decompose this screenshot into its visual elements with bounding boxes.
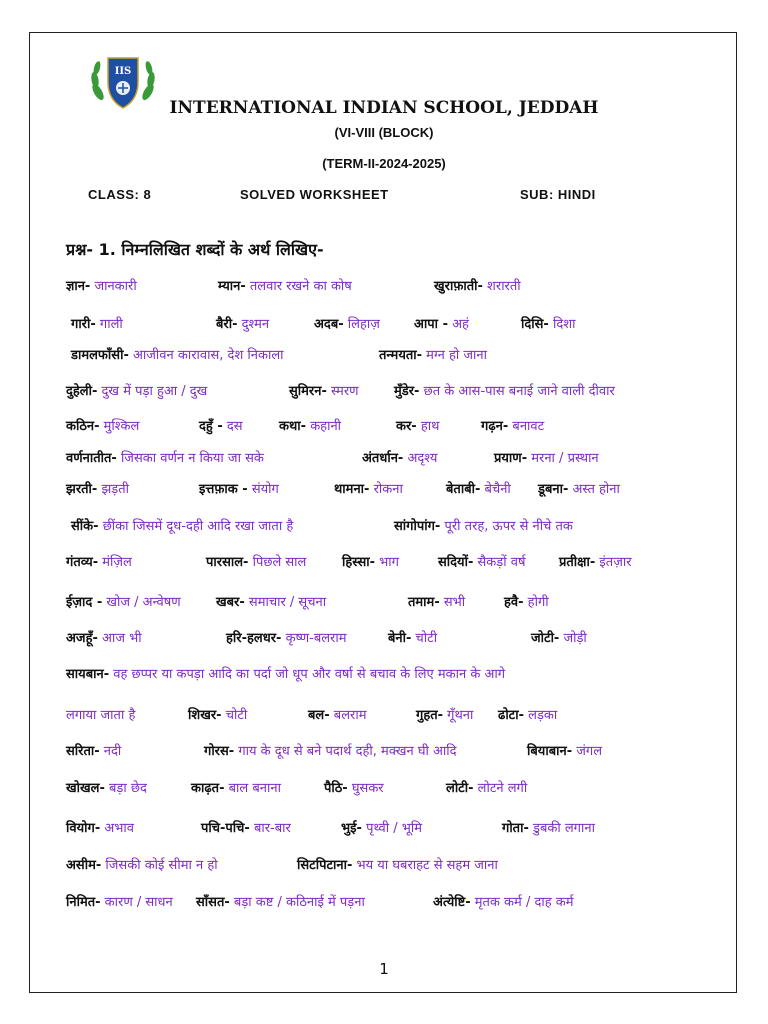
word-row <box>66 592 728 616</box>
word-entry <box>191 778 281 796</box>
word-entry <box>206 552 306 570</box>
word-term: मुँडेर- <box>394 384 420 399</box>
word-entry <box>289 381 359 399</box>
word-meaning: पूरी तरह, ऊपर से नीचे तक <box>444 519 573 534</box>
word-term: अदब- <box>314 317 344 332</box>
word-meaning: बनावट <box>512 419 545 434</box>
word-entry <box>71 516 293 534</box>
word-meaning: नदी <box>103 744 122 759</box>
word-meaning: मरना / प्रस्थान <box>531 451 599 466</box>
word-term: काढ़त- <box>191 781 225 796</box>
word-meaning: मुश्किल <box>103 419 140 434</box>
word-meaning: अभाव <box>104 821 135 836</box>
word-entry <box>188 705 247 723</box>
word-row <box>66 892 728 916</box>
word-row <box>66 778 728 802</box>
worksheet-label: SOLVED WORKSHEET <box>240 187 389 202</box>
word-meaning: आज भी <box>102 631 142 646</box>
word-entry <box>408 592 465 610</box>
term-label: (TERM-II-2024-2025) <box>322 156 446 171</box>
word-meaning: चोटी <box>225 708 248 723</box>
word-entry <box>66 892 173 910</box>
word-entry <box>416 705 473 723</box>
word-entry <box>334 479 403 497</box>
word-term: असीम- <box>66 858 102 873</box>
word-meaning: जोड़ी <box>563 631 587 646</box>
word-term: झरती- <box>66 482 98 497</box>
word-row <box>66 705 728 729</box>
word-entry <box>66 855 218 873</box>
word-meaning: बार-बार <box>253 821 291 836</box>
word-entry <box>66 276 137 294</box>
word-meaning: सैकड़ों वर्ष <box>477 555 526 570</box>
word-entry <box>504 592 549 610</box>
word-entry <box>66 818 134 836</box>
word-meaning: घुसकर <box>351 781 384 796</box>
word-term: खबर- <box>216 595 245 610</box>
word-entry <box>66 552 132 570</box>
word-term: तमाम- <box>408 595 440 610</box>
word-entry <box>297 855 498 873</box>
word-term: वियोग- <box>66 821 101 836</box>
word-term: हिस्सा- <box>342 555 376 570</box>
word-entry <box>66 381 207 399</box>
word-entry <box>216 314 269 332</box>
word-term: म्यान- <box>218 279 246 294</box>
word-meaning: गाली <box>99 317 123 332</box>
word-term: ज्ञान- <box>66 279 91 294</box>
word-meaning: भाग <box>379 555 399 570</box>
word-term: सरिता- <box>66 744 100 759</box>
word-entry <box>324 778 384 796</box>
word-meaning: जानकारी <box>94 279 137 294</box>
word-entry <box>446 778 527 796</box>
word-meaning: चोटी <box>415 631 438 646</box>
word-entry <box>438 552 525 570</box>
word-term: गारी- <box>71 317 96 332</box>
word-entry <box>66 664 505 682</box>
word-term: शिखर- <box>188 708 222 723</box>
word-meaning: हाथ <box>420 419 440 434</box>
word-entry <box>218 276 352 294</box>
word-term: गोता- <box>502 821 529 836</box>
word-term: गोरस- <box>204 744 235 759</box>
word-term: कथा- <box>279 419 307 434</box>
word-entry <box>396 416 439 434</box>
word-term: सायबान- <box>66 667 110 682</box>
word-term: साँसत- <box>196 895 230 910</box>
word-meaning: झड़ती <box>101 482 130 497</box>
word-entry <box>66 741 121 759</box>
word-term: सुमिरन- <box>289 384 327 399</box>
word-row <box>66 345 728 369</box>
subject-label: SUB: HINDI <box>520 187 596 202</box>
word-entry <box>341 818 422 836</box>
word-meaning: जिसकी कोई सीमा न हो <box>105 858 218 873</box>
word-meaning: बड़ा छेद <box>109 781 147 796</box>
word-term: कर- <box>396 419 417 434</box>
word-entry <box>394 516 573 534</box>
word-term: अंत्येष्टि- <box>433 895 471 910</box>
word-term: प्रतीक्षा- <box>559 555 596 570</box>
word-meaning: लिहाज़ <box>347 317 380 332</box>
word-entry <box>498 705 557 723</box>
word-entry <box>481 416 544 434</box>
page-border <box>29 32 737 993</box>
svg-text:IIS: IIS <box>114 66 132 77</box>
word-entry <box>308 705 366 723</box>
word-entry <box>521 314 575 332</box>
word-entry <box>226 628 347 646</box>
word-entry <box>388 628 437 646</box>
word-meaning: मंज़िल <box>102 555 132 570</box>
word-term: बेताबी- <box>446 482 481 497</box>
word-row <box>66 276 728 300</box>
word-entry <box>433 892 574 910</box>
word-meaning: तलवार रखने का कोष <box>249 279 352 294</box>
block-label: (VI-VIII (BLOCK) <box>334 125 434 140</box>
word-entry <box>559 552 632 570</box>
word-term: दिसि- <box>521 317 549 332</box>
word-term: हवै- <box>504 595 524 610</box>
word-meaning: आजीवन कारावास, देश निकाला <box>133 348 284 363</box>
word-row <box>66 552 728 576</box>
word-entry <box>527 741 602 759</box>
word-meaning: बड़ा कष्ट / कठिनाई में पड़ना <box>233 895 365 910</box>
word-meaning: सभी <box>443 595 466 610</box>
word-term: बियाबान- <box>527 744 573 759</box>
school-name: INTERNATIONAL INDIAN SCHOOL, JEDDAH <box>169 98 599 118</box>
word-entry <box>66 416 139 434</box>
word-term: दहुँ - <box>199 419 223 434</box>
word-meaning: लगाया जाता है <box>66 708 136 723</box>
word-entry <box>538 479 620 497</box>
word-term: निमित- <box>66 895 101 910</box>
word-meaning: छींका जिसमें दूध-दही आदि रखा जाता है <box>102 519 294 534</box>
word-row <box>66 516 728 540</box>
word-term: हरि-हलधर- <box>226 631 282 646</box>
word-entry <box>66 479 129 497</box>
word-meaning: पृथ्वी / भूमि <box>366 821 422 836</box>
word-entry <box>66 448 264 466</box>
word-meaning: डुबकी लगाना <box>533 821 595 836</box>
word-meaning: कहानी <box>310 419 342 434</box>
word-meaning: मग्न हो जाना <box>426 348 487 363</box>
word-meaning: अस्त होना <box>572 482 620 497</box>
word-term: सदियों- <box>438 555 474 570</box>
word-meaning: लोटने लगी <box>477 781 528 796</box>
word-meaning: जिसका वर्णन न किया जा सके <box>120 451 264 466</box>
word-entry <box>66 628 142 646</box>
word-term: गढ़न- <box>481 419 509 434</box>
word-term: खोखल- <box>66 781 105 796</box>
word-entry <box>494 448 599 466</box>
word-entry <box>66 592 181 610</box>
word-term: दुहेली- <box>66 384 98 399</box>
word-meaning: इंतज़ार <box>599 555 632 570</box>
word-row <box>66 448 728 472</box>
word-entry <box>71 314 123 332</box>
word-term: तन्मयता- <box>379 348 423 363</box>
word-term: प्रयाण- <box>494 451 528 466</box>
word-row <box>66 818 728 842</box>
word-term: कठिन- <box>66 419 100 434</box>
word-meaning: मृतक कर्म / दाह कर्म <box>474 895 574 910</box>
word-meaning: खोज / अन्वेषण <box>106 595 181 610</box>
word-row <box>66 381 728 405</box>
word-row <box>66 416 728 440</box>
word-term: अंतर्धान- <box>362 451 404 466</box>
word-meaning: जंगल <box>576 744 603 759</box>
word-meaning: वह छप्पर या कपड़ा आदि का पर्दा जो धूप और वर्षा से बचाव के लिए मकान के आगे <box>113 667 506 682</box>
word-meaning: होगी <box>527 595 549 610</box>
word-meaning: अदृश्य <box>407 451 438 466</box>
word-term: बेनी- <box>388 631 412 646</box>
word-meaning: गाय के दूध से बने पदार्थ दही, मक्खन घी आदि <box>238 744 457 759</box>
word-entry <box>199 416 243 434</box>
word-entry <box>434 276 521 294</box>
word-term: इत्तफ़ाक - <box>199 482 248 497</box>
word-term: लोटी- <box>446 781 474 796</box>
word-entry <box>314 314 380 332</box>
word-entry <box>342 552 399 570</box>
word-entry <box>531 628 587 646</box>
word-meaning: छत के आस-पास बनाई जाने वाली दीवार <box>423 384 615 399</box>
word-meaning: कारण / साधन <box>104 895 173 910</box>
word-term: थामना- <box>334 482 370 497</box>
word-entry <box>199 479 279 497</box>
word-term: खुराफ़ाती- <box>434 279 483 294</box>
word-term: ढोटा- <box>498 708 525 723</box>
word-meaning: बेचैनी <box>484 482 511 497</box>
word-term: अजहूँ- <box>66 631 98 646</box>
word-meaning: दुख में पड़ा हुआ / दुख <box>101 384 208 399</box>
word-meaning: समाचार / सूचना <box>248 595 327 610</box>
word-row <box>66 314 728 338</box>
word-term: आपा - <box>414 317 448 332</box>
word-meaning: लड़का <box>528 708 558 723</box>
word-meaning: रोकना <box>373 482 403 497</box>
page-number: 1 <box>379 960 389 978</box>
word-entry <box>414 314 469 332</box>
word-row <box>66 741 728 765</box>
word-entry <box>216 592 326 610</box>
word-meaning: संयोग <box>251 482 279 497</box>
word-entry <box>71 345 284 363</box>
word-meaning: दिशा <box>552 317 576 332</box>
word-meaning: दुश्मन <box>241 317 270 332</box>
word-term: सिटपिटाना- <box>297 858 353 873</box>
word-meaning: अहं <box>452 317 469 332</box>
word-entry <box>196 892 365 910</box>
word-row <box>66 628 728 652</box>
word-term: जोटी- <box>531 631 560 646</box>
word-term: सींके- <box>71 519 99 534</box>
word-term: वर्णनातीत- <box>66 451 117 466</box>
word-meaning: भय या घबराहट से सहम जाना <box>356 858 498 873</box>
class-label: CLASS: 8 <box>88 187 152 202</box>
word-entry <box>362 448 437 466</box>
word-meaning: पिछले साल <box>252 555 307 570</box>
word-term: पारसाल- <box>206 555 249 570</box>
word-row <box>66 664 728 688</box>
word-entry <box>66 778 147 796</box>
question-heading: प्रश्न- 1. निम्नलिखित शब्दों के अर्थ लिखिए- <box>66 240 324 259</box>
word-row <box>66 855 728 879</box>
word-meaning: शरारती <box>487 279 521 294</box>
word-term: पैठि- <box>324 781 348 796</box>
word-term: बल- <box>308 708 330 723</box>
word-meaning: स्मरण <box>331 384 359 399</box>
word-entry <box>394 381 615 399</box>
word-entry <box>446 479 511 497</box>
word-entry <box>66 705 135 723</box>
word-row <box>66 479 728 503</box>
word-term: डामलफाँसी- <box>71 348 129 363</box>
word-entry <box>379 345 487 363</box>
word-term: डूबना- <box>538 482 569 497</box>
word-entry <box>201 818 291 836</box>
word-term: ईज़ाद - <box>66 595 103 610</box>
word-meaning: दस <box>226 419 243 434</box>
word-term: पचि-पचि- <box>201 821 250 836</box>
word-entry <box>204 741 457 759</box>
word-meaning: कृष्ण-बलराम <box>285 631 347 646</box>
word-term: भुई- <box>341 821 362 836</box>
word-meaning: बाल बनाना <box>228 781 281 796</box>
word-term: गंतव्य- <box>66 555 99 570</box>
word-meaning: बलराम <box>333 708 367 723</box>
word-entry <box>279 416 341 434</box>
word-term: बैरी- <box>216 317 238 332</box>
word-meaning: गूँथना <box>447 708 474 723</box>
word-term: सांगोपांग- <box>394 519 441 534</box>
word-term: गुहत- <box>416 708 444 723</box>
word-entry <box>502 818 595 836</box>
